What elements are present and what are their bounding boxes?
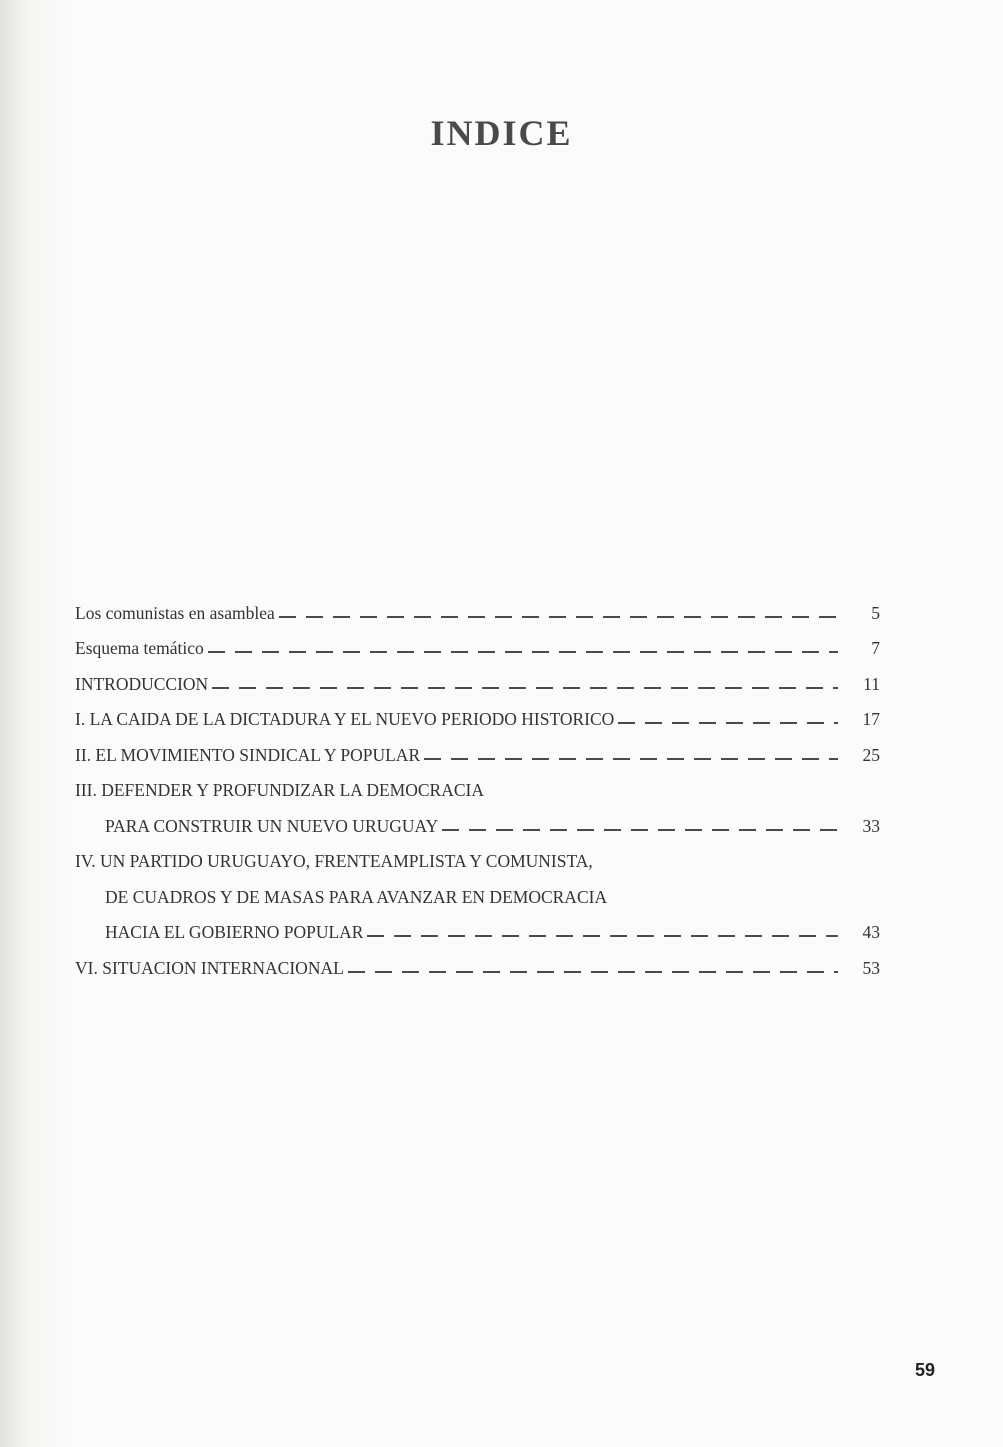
toc-entry <box>75 730 880 766</box>
page-title: INDICE <box>430 113 573 153</box>
toc-entry-page: 17 <box>862 709 880 729</box>
toc-entry <box>75 801 880 837</box>
dot-leader <box>424 758 838 760</box>
toc-entry-label: DE CUADROS Y DE MASAS PARA AVANZAR EN DEMOCRACIA <box>105 886 608 907</box>
toc-entry <box>75 695 880 731</box>
toc-entry-page: 11 <box>863 673 880 694</box>
toc-entry-label: IV. UN PARTIDO URUGUAYO, FRENTEAMPLISTA Y COMUNISTA, <box>75 851 593 871</box>
toc-entry <box>75 766 880 802</box>
toc-entry-page: 7 <box>871 638 880 658</box>
toc-entry <box>75 872 880 908</box>
page-edge-shadow <box>0 0 70 1447</box>
toc-entry-label: Los comunistas en asamblea <box>75 602 275 623</box>
toc-entry-label: PARA CONSTRUIR UN NUEVO URUGUAY <box>105 815 439 836</box>
toc-entry-label: Esquema temático <box>75 638 204 658</box>
toc-entry <box>75 588 880 624</box>
toc-entry-label: VI. SITUACION INTERNACIONAL <box>75 957 344 978</box>
toc-entry-label: HACIA EL GOBIERNO POPULAR <box>105 922 364 942</box>
toc-entry <box>75 659 880 695</box>
table-of-contents <box>75 588 880 979</box>
toc-entry-page: 53 <box>862 957 880 978</box>
dot-leader <box>442 829 838 831</box>
dot-leader <box>348 971 838 973</box>
dot-leader <box>618 722 838 724</box>
dot-leader <box>279 616 838 618</box>
dot-leader <box>212 687 838 689</box>
toc-entry-label: III. DEFENDER Y PROFUNDIZAR LA DEMOCRACIA <box>75 780 484 800</box>
toc-entry-page: 43 <box>862 922 880 942</box>
page-number: 59 <box>914 1360 935 1380</box>
toc-entry-page: 5 <box>871 602 880 623</box>
toc-entry-page: 33 <box>862 815 880 836</box>
toc-entry <box>75 624 880 660</box>
toc-entry <box>75 943 880 979</box>
dot-leader <box>208 651 838 653</box>
toc-entry <box>75 837 880 873</box>
toc-entry-page: 25 <box>862 744 880 765</box>
toc-entry-label: II. EL MOVIMIENTO SINDICAL Y POPULAR <box>75 744 421 765</box>
toc-entry-label: INTRODUCCION <box>75 673 209 694</box>
toc-entry-label: I. LA CAIDA DE LA DICTADURA Y EL NUEVO PERIODO HISTORICO <box>75 709 615 729</box>
dot-leader <box>367 935 838 937</box>
toc-entry <box>75 908 880 944</box>
